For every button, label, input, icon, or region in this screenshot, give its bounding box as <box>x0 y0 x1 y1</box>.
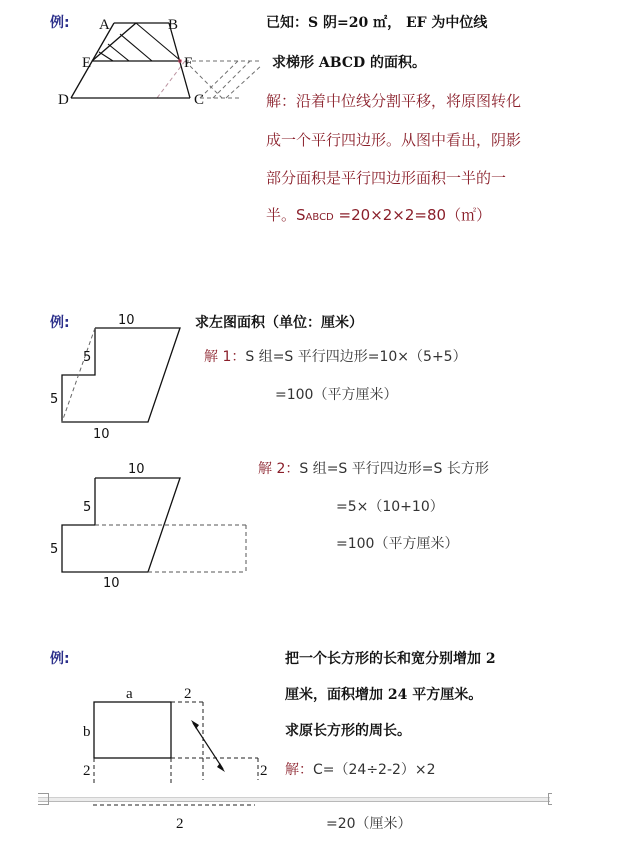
vertex-D: D <box>58 92 69 108</box>
example-1-label: 例: <box>50 15 70 31</box>
trapezoid-figure <box>0 0 260 110</box>
vertex-E: E <box>82 55 92 71</box>
example-1-final <box>266 204 491 225</box>
example-3-solution-line-1 <box>285 759 436 779</box>
example-1-solution-line-2: 成一个平行四边形。从图中看出，阴影 <box>266 131 522 149</box>
vertex-F: F <box>184 55 193 71</box>
example-2-solution-2-line-1 <box>258 458 489 478</box>
solution-1-key: 解 1： <box>204 349 246 365</box>
fig1-bottom-label: 10 <box>93 427 110 442</box>
example-2-solution-1-line-2: =100（平方厘米） <box>275 387 398 403</box>
solution-2-expr: S 组=S 平行四边形=S 长方形 <box>299 461 489 477</box>
final-s: S <box>296 206 306 224</box>
final-expression: =20×2×2=80（㎡） <box>333 206 492 224</box>
example-1-solution-line-1: 解：沿着中位线分割平移，将原图转化 <box>266 92 522 110</box>
left-bottom-2-label: 2 <box>83 763 91 779</box>
example-2-question: 求左图面积（单位：厘米） <box>195 315 363 331</box>
vertex-B: B <box>168 17 179 33</box>
fig1-top-label: 10 <box>118 313 135 328</box>
fig2-step-label: 5 <box>83 500 92 515</box>
fig1-step-label: 5 <box>83 350 92 365</box>
top-right-2-label: 2 <box>184 686 192 702</box>
solution-2-key: 解 2： <box>258 461 300 477</box>
left-margin-marker <box>38 793 49 805</box>
final-subscript: ABCD <box>305 212 334 223</box>
example-2-solution-1-line-1 <box>204 346 467 366</box>
right-bottom-2-label: 2 <box>260 763 268 779</box>
example-3-question-line-1: 把一个长方形的长和宽分别增加 2 <box>285 651 496 667</box>
vertex-A: A <box>99 17 110 33</box>
fig2-bottom-label: 10 <box>103 576 120 591</box>
rectangle-figure <box>80 680 280 860</box>
step-shape-figure-2 <box>40 455 270 595</box>
solution-key: 解： <box>285 762 313 778</box>
example-2-label: 例: <box>50 315 70 331</box>
example-3-question-line-3: 求原长方形的周长。 <box>285 723 411 739</box>
example-3-label: 例: <box>50 651 70 667</box>
fig1-left-label: 5 <box>50 392 59 407</box>
example-3-question-line-2: 厘米，面积增加 24 平方厘米。 <box>285 687 483 703</box>
vertex-C: C <box>194 92 205 108</box>
example-2-solution-2-line-2: =5×（10+10） <box>336 499 444 515</box>
solution-expr: C=（24÷2-2）×2 <box>313 762 436 778</box>
side-a-label: a <box>126 686 133 702</box>
bottom-2-label: 2 <box>176 816 184 832</box>
example-1-solution-line-3: 部分面积是平行四边形面积一半的一 <box>266 169 507 187</box>
example-1-question: 求梯形 ABCD 的面积。 <box>272 55 426 71</box>
side-b-label: b <box>83 724 91 740</box>
solution-1-expr: S 组=S 平行四边形=10×（5+5） <box>245 349 467 365</box>
example-2-solution-2-line-3: =100（平方厘米） <box>336 536 459 552</box>
example-3-solution-line-2: =20（厘米） <box>326 816 412 832</box>
fig2-top-label: 10 <box>128 462 145 477</box>
example-1-given: 已知：S 阴=20 ㎡， EF 为中位线 <box>266 15 488 31</box>
right-margin-marker <box>548 793 552 805</box>
fig2-left-label: 5 <box>50 542 59 557</box>
page-break-divider <box>38 797 550 802</box>
final-prefix: 半。 <box>266 206 297 224</box>
